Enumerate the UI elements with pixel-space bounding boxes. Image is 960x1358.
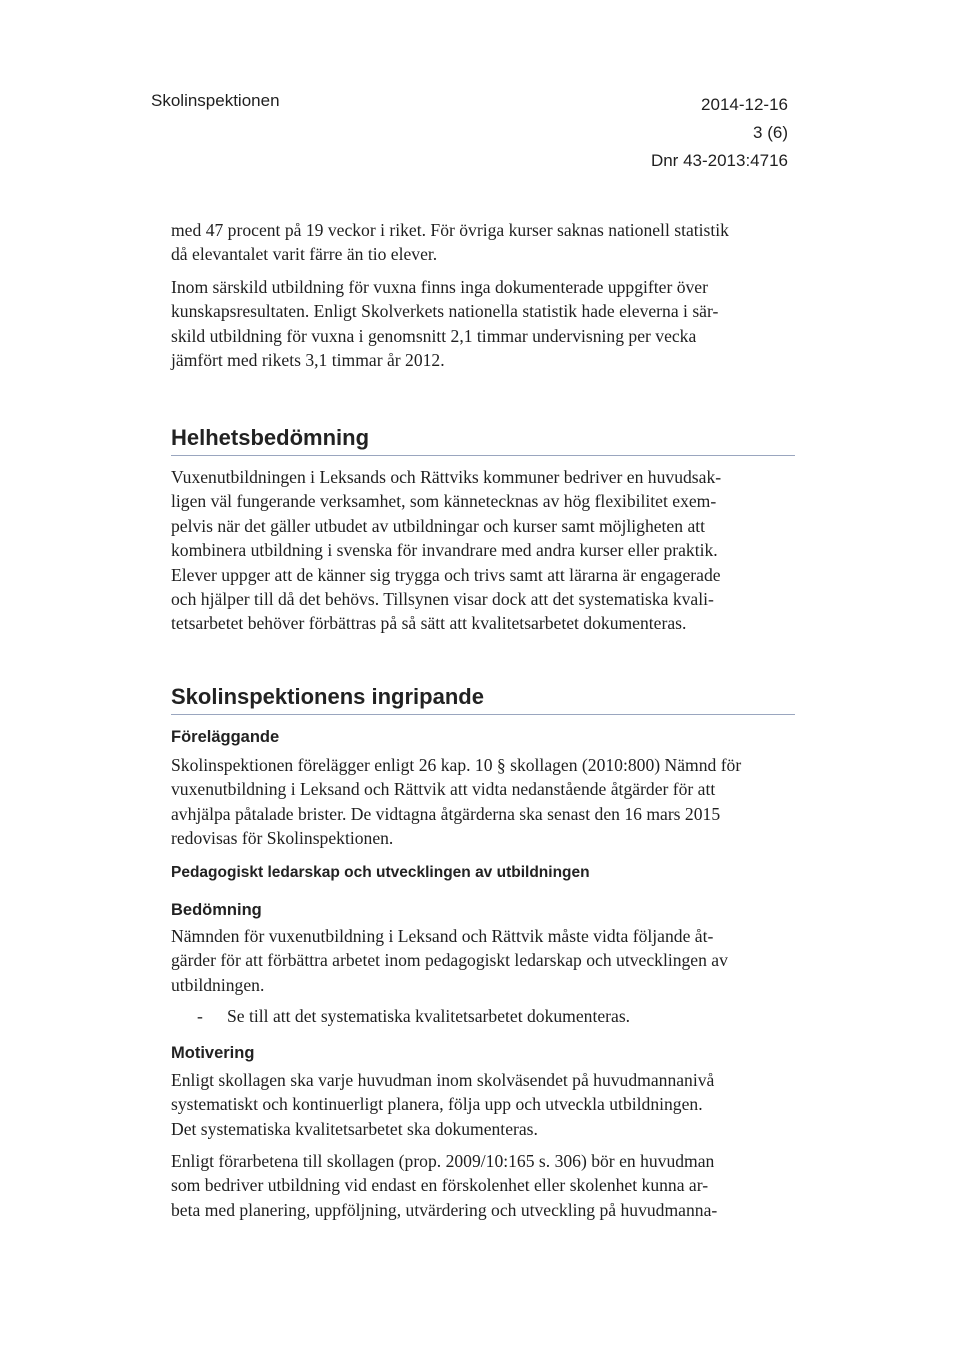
- text-line: då elevantalet varit färre än tio elever.: [171, 244, 438, 265]
- text-line: ligen väl fungerande verksamhet, som kännetecknas av hög flexibilitet exem-: [171, 491, 717, 512]
- header-date: 2014-12-16: [701, 95, 788, 114]
- text-line: beta med planering, uppföljning, utvärdering och utveckling på huvudmanna-: [171, 1199, 718, 1220]
- text-line: skild utbildning för vuxna i genomsnitt 2,1 timmar undervisning per vecka: [171, 325, 697, 346]
- text-line: kunskapsresultaten. Enligt Skolverkets nationella statistik hade eleverna i sär-: [171, 301, 719, 322]
- motivering-paragraph: [171, 1068, 801, 1141]
- text-line: Skolinspektionen förelägger enligt 26 kap. 10 § skollagen (2010:800) Nämnd för: [171, 755, 742, 775]
- text-line: redovisas för Skolinspektionen.: [171, 828, 394, 849]
- text-line: Det systematiska kvalitetsarbetet ska dokumenteras.: [171, 1118, 538, 1139]
- text-line: kombinera utbildning i svenska för invandrare med andra kurser eller praktik.: [171, 540, 718, 561]
- header-dnr: Dnr 43-2013:4716: [650, 151, 788, 170]
- text-line: jämfört med rikets 3,1 timmar år 2012.: [171, 350, 445, 371]
- bullet-text: Se till att det systematiska kvalitetsarbetet dokumenteras.: [227, 1006, 631, 1026]
- text-line: Nämnden för vuxenutbildning i Leksand och Rättvik måste vidta följande åt-: [171, 926, 714, 946]
- bullet-dash: -: [197, 1006, 203, 1026]
- text-line: Vuxenutbildningen i Leksands och Rättviks kommuner bedriver en huvudsak-: [171, 467, 722, 487]
- section-heading-helhet: Helhetsbedömning: [171, 425, 795, 456]
- text-line: gärder för att förbättra arbetet inom pedagogiskt ledarskap och utvecklingen av: [171, 950, 728, 971]
- text-line: vuxenutbildning i Leksand och Rättvik att vidta nedanstående åtgärder för att: [171, 779, 716, 800]
- subheading-motivering: Motivering: [171, 1044, 255, 1062]
- section-heading-ingripande: Skolinspektionens ingripande: [171, 684, 795, 715]
- text-line: pelvis när det gäller utbudet av utbildningar och kurser samt möjligheten att: [171, 515, 706, 536]
- text-line: med 47 procent på 19 veckor i riket. För övriga kurser saknas nationell statistik: [171, 220, 729, 240]
- text-line: Enligt skollagen ska varje huvudman inom skolväsendet på huvudmannanivå: [171, 1070, 715, 1090]
- subheading-bedomning: Bedömning: [171, 901, 262, 919]
- forarbeten-paragraph: [171, 1149, 801, 1222]
- helhet-paragraph: [171, 465, 801, 636]
- text-line: avhjälpa påtalade brister. De vidtagna åtgärderna ska senast den 16 mars 2015: [171, 803, 721, 824]
- forelaggande-paragraph: [171, 753, 801, 851]
- bullet-item: [197, 1006, 630, 1027]
- text-line: systematiskt och kontinuerligt planera, följa upp och utveckla utbildningen.: [171, 1094, 703, 1115]
- subheading-pedagogiskt: Pedagogiskt ledarskap och utvecklingen av utbildningen: [171, 864, 590, 881]
- subheading-forelaggande: Föreläggande: [171, 728, 280, 746]
- header-page-number: 3 (6): [753, 123, 788, 142]
- header-org: Skolinspektionen: [151, 91, 280, 110]
- header-meta: [651, 91, 788, 175]
- text-line: utbildningen.: [171, 974, 265, 995]
- text-line: Inom särskild utbildning för vuxna finns inga dokumenterade uppgifter över: [171, 277, 708, 297]
- intro-paragraph-1: [171, 218, 801, 267]
- text-line: som bedriver utbildning vid endast en förskolenhet eller skolenhet kunna ar-: [171, 1175, 709, 1196]
- intro-paragraph-2: [171, 275, 801, 373]
- text-line: Enligt förarbetena till skollagen (prop. 2009/10:165 s. 306) bör en huvudman: [171, 1151, 715, 1171]
- text-line: Elever uppger att de känner sig trygga och trivs samt att lärarna är engagerade: [171, 564, 721, 585]
- bedomning-paragraph: [171, 924, 801, 997]
- text-line: och hjälper till då det behövs. Tillsynen visar dock att det systematiska kvali-: [171, 589, 714, 610]
- text-line: tetsarbetet behöver förbättras på så sätt att kvalitetsarbetet dokumenteras.: [171, 613, 687, 634]
